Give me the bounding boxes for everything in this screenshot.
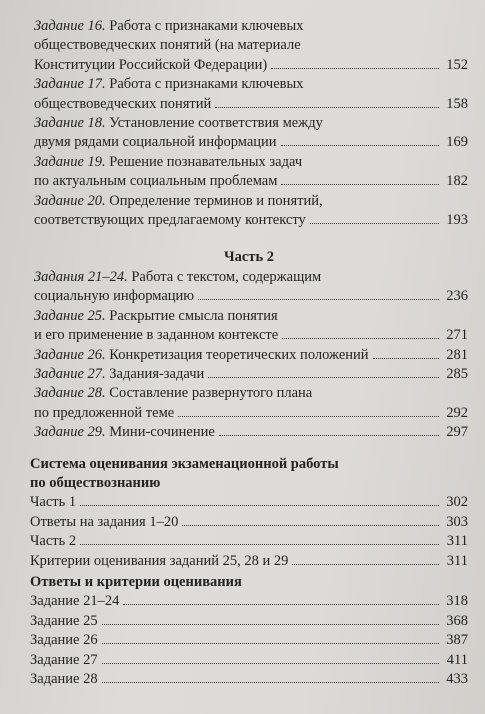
page-number: 152 — [446, 56, 468, 73]
toc-entry-task-17 — [30, 75, 468, 114]
task-label: Задание 28. — [34, 385, 106, 402]
page-number: 182 — [446, 173, 468, 190]
page-number: 158 — [446, 95, 468, 112]
dot-leader — [102, 624, 439, 625]
page-number: 387 — [446, 632, 468, 649]
toc-entry-task-18 — [30, 114, 468, 153]
toc-entry-answer-25 — [30, 612, 468, 631]
entry-text: Задание 21–24 — [30, 593, 120, 610]
dot-leader — [80, 505, 439, 506]
task-label: Задание 17. — [34, 76, 106, 93]
dot-leader — [282, 338, 439, 339]
entry-text: соответствующих предлагаемому контексту — [34, 212, 306, 229]
toc-entry-answer-26 — [30, 631, 468, 650]
entry-text: Раскрытие смысла понятия — [109, 307, 278, 324]
page-number: 433 — [446, 671, 468, 687]
page-number: 292 — [446, 404, 468, 421]
dot-leader — [281, 184, 439, 185]
dot-leader — [102, 643, 439, 644]
toc-entry-task-27 — [30, 365, 468, 384]
entry-text: Задание 26 — [30, 632, 98, 649]
page-number: 193 — [446, 212, 468, 229]
task-label: Задание 26. — [34, 346, 106, 363]
toc-entry-task-28 — [30, 384, 468, 423]
entry-text: по актуальным социальным проблемам — [34, 173, 278, 190]
task-label: Задания 21–24. — [34, 268, 128, 285]
dot-leader — [271, 68, 439, 69]
dot-leader — [292, 564, 439, 565]
dot-leader — [208, 377, 439, 378]
entry-text: Ответы на задания 1–20 — [30, 513, 179, 530]
entry-text: обществоведческих понятий — [34, 95, 212, 112]
answers-heading: Ответы и критерии оценивания — [30, 573, 242, 590]
dot-leader — [310, 223, 439, 224]
page-number: 318 — [446, 593, 468, 610]
entry-text: Установление соответствия между — [109, 115, 323, 132]
entry-text: Задание 25 — [30, 612, 98, 629]
toc-entry-task-21-24 — [30, 268, 468, 307]
entry-text: обществоведческих понятий (на материале — [34, 37, 301, 54]
toc-entry-task-20 — [30, 192, 468, 231]
task-label: Задание 27. — [34, 365, 106, 382]
task-label: Задание 18. — [34, 115, 106, 132]
page-number: 285 — [446, 365, 468, 382]
task-label: Задание 29. — [34, 424, 106, 441]
dot-leader — [123, 604, 439, 605]
entry-text: Задания-задачи — [109, 365, 205, 382]
page-number: 302 — [446, 494, 468, 511]
dot-leader — [219, 435, 439, 436]
part-2-heading: Часть 2 — [224, 249, 274, 266]
page-number: 271 — [446, 327, 468, 344]
entry-text: и его применение в заданном контексте — [34, 327, 279, 344]
page-number: 236 — [446, 288, 468, 305]
task-label: Задание 19. — [34, 153, 106, 170]
toc-entry-answer-27 — [30, 651, 468, 670]
toc-entry-task-29 — [30, 423, 468, 442]
entry-text: Конкретизация теоретических положений — [109, 346, 369, 363]
task-label: Задание 16. — [34, 18, 106, 34]
page-number: 281 — [446, 346, 468, 363]
task-label: Задание 20. — [34, 192, 106, 209]
table-of-contents — [30, 17, 468, 689]
toc-entry-answer-28 — [30, 670, 468, 689]
toc-entry-grading-part-1 — [30, 493, 468, 512]
entry-text: Работа с признаками ключевых — [109, 18, 304, 34]
entry-text: Работа с признаками ключевых — [109, 76, 304, 93]
page-number: 169 — [446, 134, 468, 151]
entry-text: Задание 28 — [30, 671, 98, 687]
entry-text: Решение познавательных задач — [109, 153, 303, 170]
entry-text: Часть 1 — [30, 494, 77, 511]
dot-leader — [102, 663, 439, 664]
toc-entry-answer-21-24 — [30, 592, 468, 611]
grading-heading-line-2: по обществознанию — [30, 474, 161, 491]
entry-text: Мини-сочинение — [109, 424, 215, 441]
dot-leader — [198, 299, 439, 300]
entry-text: Часть 2 — [30, 533, 77, 550]
dot-leader — [102, 682, 439, 683]
toc-entry-task-16 — [30, 17, 468, 75]
toc-entry-grading-part-2 — [30, 532, 468, 551]
page-number: 311 — [446, 533, 468, 550]
dot-leader — [281, 145, 439, 146]
entry-text: Конституции Российской Федерации) — [34, 56, 268, 73]
page-number: 303 — [446, 513, 468, 530]
grading-heading: Система оценивания экзаменационной работы — [30, 455, 339, 472]
page-number: 368 — [446, 612, 468, 629]
entry-text: двумя рядами социальной информации — [34, 134, 277, 151]
dot-leader — [80, 544, 439, 545]
page-number: 411 — [446, 651, 468, 668]
dot-leader — [182, 525, 439, 526]
entry-text: Задание 27 — [30, 651, 98, 668]
entry-text: Критерии оценивания заданий 25, 28 и 29 — [30, 552, 289, 569]
entry-text: по предложенной теме — [34, 404, 175, 421]
toc-entry-task-25 — [30, 307, 468, 346]
entry-text: Работа с текстом, содержащим — [131, 268, 322, 285]
toc-entry-answers-1-20 — [30, 513, 468, 532]
entry-text: Составление развернутого плана — [109, 385, 313, 402]
entry-text: Определение терминов и понятий, — [109, 192, 323, 209]
page-number: 297 — [446, 424, 468, 441]
entry-text: социальную информацию — [34, 288, 195, 305]
toc-entry-criteria-25-28-29 — [30, 552, 468, 571]
task-label: Задание 25. — [34, 307, 106, 324]
dot-leader — [215, 107, 439, 108]
dot-leader — [373, 358, 439, 359]
page-number: 311 — [446, 552, 468, 569]
toc-entry-task-19 — [30, 153, 468, 192]
dot-leader — [178, 416, 439, 417]
toc-entry-task-26 — [30, 346, 468, 365]
